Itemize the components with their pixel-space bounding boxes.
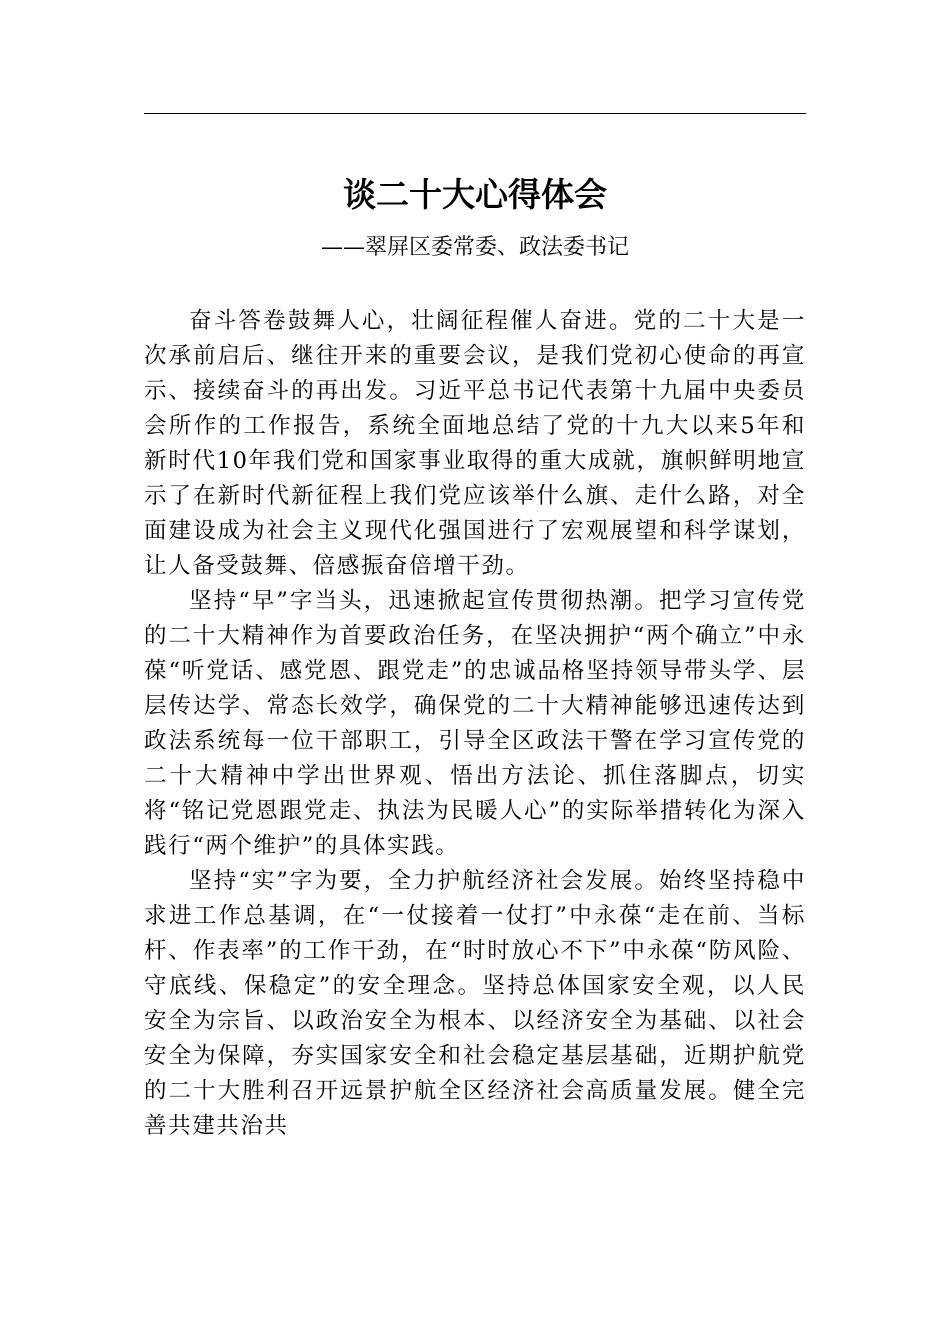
header-rule (144, 113, 806, 114)
document-title: 谈二十大心得体会 (343, 175, 607, 214)
paragraph: 坚持“早”字当头，迅速掀起宣传贯彻热潮。把学习宣传党的二十大精神作为首要政治任务，在坚决拥护“两个确立”中永葆“听党话、感党恩、跟党走”的忠诚品格坚持领导带头学、层层传达学、常态长效学，确保党的二十大精神能够迅速传达到政法系统每一位干部职工，引导全区政法干警在学习宣传党的二十大精神中学出世界观、悟出方法论、抓住落脚点，切实将“铭记党恩跟党走、执法为民暖人心”的实际举措转化为深入践行“两个维护”的具体实践。 (144, 588, 806, 859)
paragraph: 奋斗答卷鼓舞人心，壮阔征程催人奋进。党的二十大是一次承前启后、继往开来的重要会议，是我们党初心使命的再宣示、接续奋斗的再出发。习近平总书记代表第十九届中央委员会所作的工作报告，系统全面地总结了党的十九大以来5年和新时代10年我们党和国家事业取得的重大成就，旗帜鲜明地宣示了在新时代新征程上我们党应该举什么旗、走什么路，对全面建设成为社会主义现代化强国进行了宏观展望和科学谋划，让人备受鼓舞、倍感振奋倍增干劲。 (144, 308, 806, 579)
article-body (144, 304, 806, 1144)
document-subtitle: ——翠屏区委常委、政法委书记 (320, 235, 629, 260)
paragraph: 坚持“实”字为要，全力护航经济社会发展。始终坚持稳中求进工作总基调，在“一仗接着一仗打”中永葆“走在前、当标杆、作表率”的工作干劲，在“时时放心不下”中永葆“防风险、守底线、保稳定”的安全理念。坚持总体国家安全观，以人民安全为宗旨、以政治安全为根本、以经济安全为基础、以社会安全为保障，夯实国家安全和社会稳定基层基础，近期护航党的二十大胜利召开远景护航全区经济社会高质量发展。健全完善共建共治共 (144, 868, 806, 1139)
